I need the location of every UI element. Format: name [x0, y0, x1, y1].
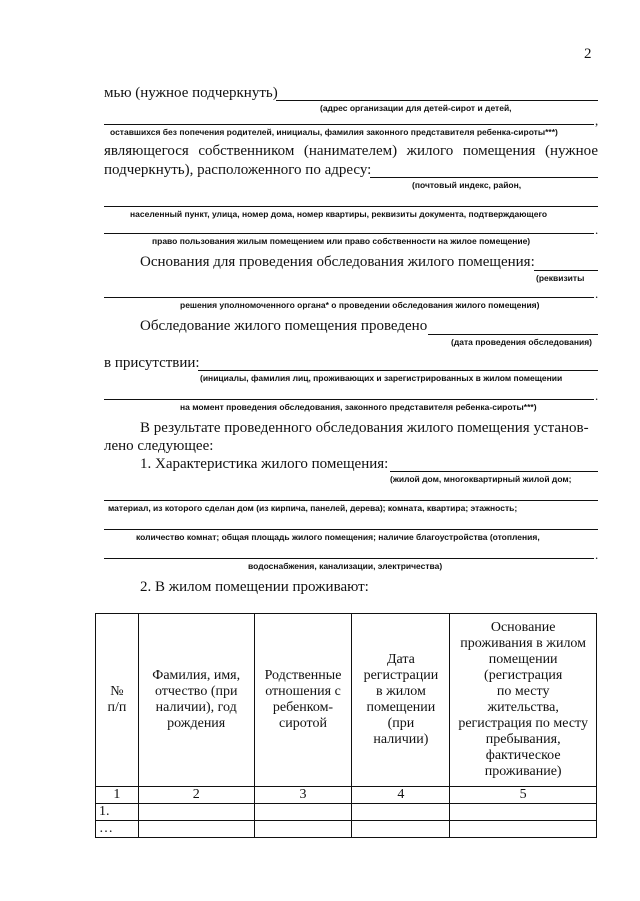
inspection-label: Обследование жилого помещения проведено: [140, 318, 428, 334]
characteristic-label: 1. Характеристика жилого помещения:: [140, 456, 389, 472]
header-full-name: Фамилия, имя, отчество (при наличии), год рождения: [138, 614, 254, 787]
postal-address-field[interactable]: [370, 177, 598, 178]
document-field[interactable]: [104, 233, 594, 234]
grounds-caption: (реквизиты: [536, 273, 585, 283]
page-number: 2: [584, 46, 592, 62]
column-number: 1: [96, 787, 139, 804]
result-text-cont: лено следующее:: [104, 438, 214, 454]
period-mark: .: [595, 222, 599, 237]
table-cell[interactable]: [352, 821, 450, 838]
representative-present-field[interactable]: [104, 399, 594, 400]
utilities-caption: водоснабжения, канализации, электричества): [248, 561, 443, 571]
residents-label: 2. В жилом помещении проживают:: [140, 579, 369, 595]
column-number: 2: [138, 787, 254, 804]
result-text: В результате проведенного обследования жилого помещения установ-: [140, 420, 589, 436]
right-of-use-caption: право пользования жилым помещением или право собственности на жилое помещение): [152, 236, 531, 246]
period-mark: .: [595, 547, 599, 562]
table-cell[interactable]: [352, 804, 450, 821]
period-mark: .: [595, 286, 599, 301]
rooms-field[interactable]: [104, 529, 598, 530]
period-mark: .: [595, 388, 599, 403]
table-row: [96, 787, 597, 804]
row-index: …: [96, 821, 139, 838]
header-residence-basis: Основание проживания в жилом помещении (регистрация по месту жительства, регистрация по месту пребывания, фактическое проживание): [450, 614, 597, 787]
persons-caption: (инициалы, фамилия лиц, проживающих и зарегистрированных в жилом помещении: [200, 373, 563, 383]
table-cell[interactable]: [254, 821, 352, 838]
table-row: [96, 804, 597, 821]
table-cell[interactable]: [450, 821, 597, 838]
locality-caption: населенный пункт, улица, номер дома, номер квартиры, реквизиты документа, подтверждающего: [130, 209, 548, 219]
house-type-caption: (жилой дом, многоквартирный жилой дом;: [390, 474, 572, 484]
utilities-field[interactable]: [104, 558, 594, 559]
address-field-2[interactable]: [104, 206, 598, 207]
grounds-field[interactable]: [534, 270, 598, 271]
characteristic-field[interactable]: [390, 471, 598, 472]
table-header-row: [96, 614, 597, 787]
column-number: 4: [352, 787, 450, 804]
moment-caption: на момент проведения обследования, законного представителя ребенка-сироты***): [180, 402, 537, 412]
owner-text: являющегося собственником (нанимателем) жилого помещения (нужное: [104, 143, 598, 159]
table-cell[interactable]: [138, 821, 254, 838]
persons-field[interactable]: [198, 370, 598, 371]
representative-caption: оставшихся без попечения родителей, инициалы, фамилия законного представителя ребенка-сироты***): [110, 127, 558, 137]
presence-label: в присутствии:: [104, 355, 200, 371]
grounds-label: Основания для проведения обследования жилого помещения:: [140, 254, 535, 270]
material-field[interactable]: [104, 500, 598, 501]
decision-field[interactable]: [104, 297, 594, 298]
table-cell[interactable]: [450, 804, 597, 821]
table-row: [96, 821, 597, 838]
postal-address-caption: (почтовый индекс, район,: [412, 180, 522, 190]
rooms-caption: количество комнат; общая площадь жилого помещения; наличие благоустройства (отопления,: [136, 532, 540, 542]
comma-mark: ,: [595, 113, 599, 128]
header-number: № п/п: [96, 614, 139, 787]
residents-table: [95, 613, 597, 838]
table-cell[interactable]: [254, 804, 352, 821]
underline-hint-text: мью (нужное подчеркнуть): [104, 85, 278, 101]
inspection-date-field[interactable]: [428, 334, 598, 335]
inspection-date-caption: (дата проведения обследования): [451, 337, 593, 347]
material-caption: материал, из которого сделан дом (из кирпича, панелей, дерева); комната, квартира; этажность;: [108, 503, 518, 513]
organization-address-field[interactable]: [276, 100, 598, 101]
header-relation: Родственные отношения с ребенком- сиротой: [254, 614, 352, 787]
column-number: 5: [450, 787, 597, 804]
organization-address-caption: (адрес организации для детей-сирот и детей,: [320, 103, 512, 113]
decision-caption: решения уполномоченного органа* о проведении обследования жилого помещения): [180, 300, 540, 310]
column-number: 3: [254, 787, 352, 804]
row-index: 1.: [96, 804, 139, 821]
address-label: подчеркнуть), расположенного по адресу:: [104, 162, 372, 178]
representative-field[interactable]: [104, 124, 594, 125]
header-registration-date: Дата регистрации в жилом помещении (при наличии): [352, 614, 450, 787]
table-cell[interactable]: [138, 804, 254, 821]
